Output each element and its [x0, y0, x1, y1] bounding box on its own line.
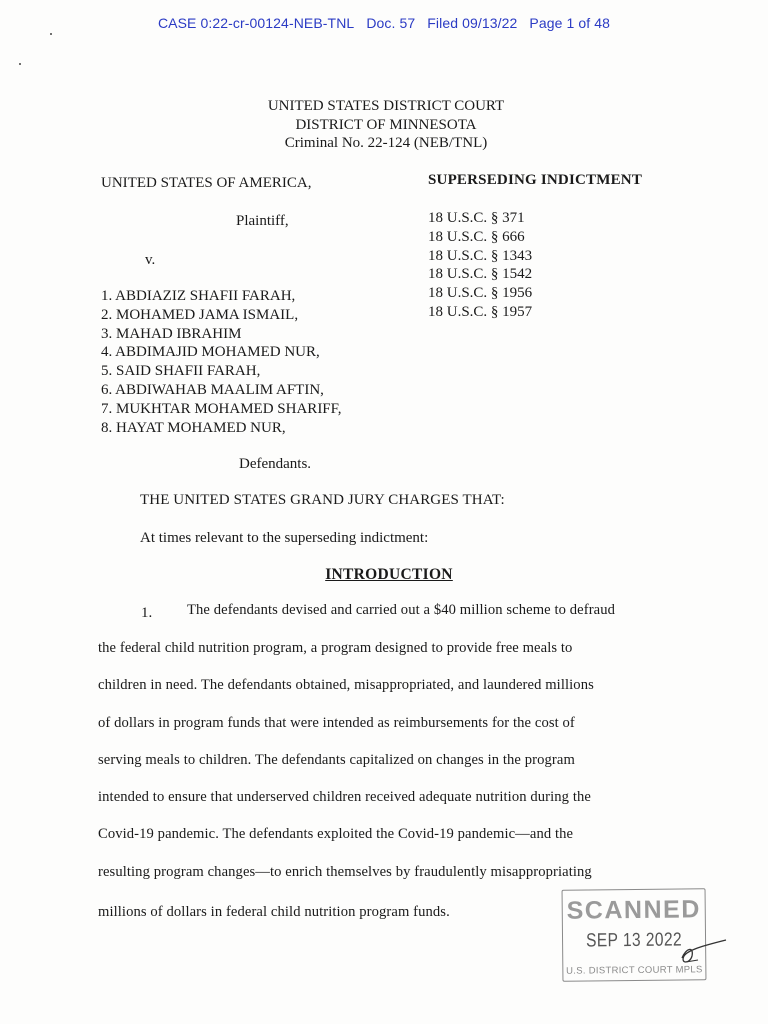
- paragraph-line: resulting program changes—to enrich themselves by fraudulently misappropriating: [98, 864, 592, 880]
- plaintiff-label: Plaintiff,: [236, 213, 289, 229]
- defendant-item: 7. MUKHTAR MOHAMED SHARIFF,: [101, 400, 342, 417]
- defendant-item: 4. ABDIMAJID MOHAMED NUR,: [101, 344, 320, 361]
- statute-list: [428, 209, 642, 322]
- indictment-block: [428, 171, 642, 322]
- ecf-filing-header: [0, 15, 768, 31]
- court-district: DISTRICT OF MINNESOTA: [295, 116, 477, 133]
- stamp-date: SEP 13 2022: [585, 929, 683, 952]
- paragraph-line: children in need. The defendants obtained, misappropriated, and laundered millions: [98, 677, 594, 693]
- statute-item: 18 U.S.C. § 1542: [428, 266, 533, 283]
- criminal-number: Criminal No. 22-124 (NEB/TNL): [284, 135, 488, 151]
- page-count: Page 1 of 48: [529, 15, 611, 31]
- scan-speck: [50, 33, 52, 35]
- defendant-item: 2. MOHAMED JAMA ISMAIL,: [101, 306, 299, 323]
- plaintiff-name: UNITED STATES OF AMERICA,: [101, 175, 312, 191]
- defendant-item: 8. HAYAT MOHAMED NUR,: [101, 419, 286, 436]
- scan-speck: [19, 63, 21, 65]
- paragraph-line: millions of dollars in federal child nutrition program funds.: [98, 904, 450, 920]
- paragraph-line: Covid-19 pandemic. The defendants exploited the Covid-19 pandemic—and the: [98, 826, 574, 842]
- section-heading: INTRODUCTION: [325, 566, 453, 583]
- paragraph-line: the federal child nutrition program, a program designed to provide free meals to: [98, 640, 573, 656]
- statute-item: 18 U.S.C. § 371: [428, 210, 525, 226]
- defendant-item: 3. MAHAD IBRAHIM: [101, 325, 242, 342]
- filed-date: Filed 09/13/22: [427, 15, 518, 31]
- defendant-list: [101, 287, 342, 437]
- versus-label: v.: [145, 252, 156, 268]
- defendant-item: 1. ABDIAZIZ SHAFII FARAH,: [101, 288, 296, 304]
- stamp-footer: U.S. DISTRICT COURT MPLS: [566, 964, 703, 977]
- paragraph-line: intended to ensure that underserved children received adequate nutrition during the: [98, 789, 591, 805]
- court-heading: [0, 97, 768, 153]
- grand-jury-charge: THE UNITED STATES GRAND JURY CHARGES THAT:: [140, 492, 505, 508]
- court-name: UNITED STATES DISTRICT COURT: [267, 98, 505, 114]
- paragraph-line: serving meals to children. The defendants capitalized on changes in the program: [98, 752, 575, 768]
- statute-item: 18 U.S.C. § 1956: [428, 285, 533, 302]
- defendant-item: 5. SAID SHAFII FARAH,: [101, 363, 261, 380]
- times-relevant-line: At times relevant to the superseding indictment:: [140, 530, 429, 546]
- statute-item: 18 U.S.C. § 1343: [428, 247, 533, 264]
- case-number: CASE 0:22-cr-00124-NEB-TNL: [157, 15, 355, 31]
- defendants-label: Defendants.: [239, 456, 312, 472]
- statute-item: 18 U.S.C. § 1957: [428, 303, 533, 320]
- paragraph-line: The defendants devised and carried out a $40 million scheme to defraud: [187, 602, 616, 618]
- paragraph-line: of dollars in program funds that were intended as reimbursements for the cost of: [98, 715, 575, 731]
- statute-item: 18 U.S.C. § 666: [428, 228, 525, 245]
- stamp-title: SCANNED: [566, 895, 701, 925]
- doc-number: Doc. 57: [366, 15, 416, 31]
- defendant-item: 6. ABDIWAHAB MAALIM AFTIN,: [101, 381, 324, 398]
- indictment-title: SUPERSEDING INDICTMENT: [428, 172, 643, 188]
- handwritten-initials-icon: [672, 934, 730, 970]
- paragraph-number: 1.: [141, 605, 153, 621]
